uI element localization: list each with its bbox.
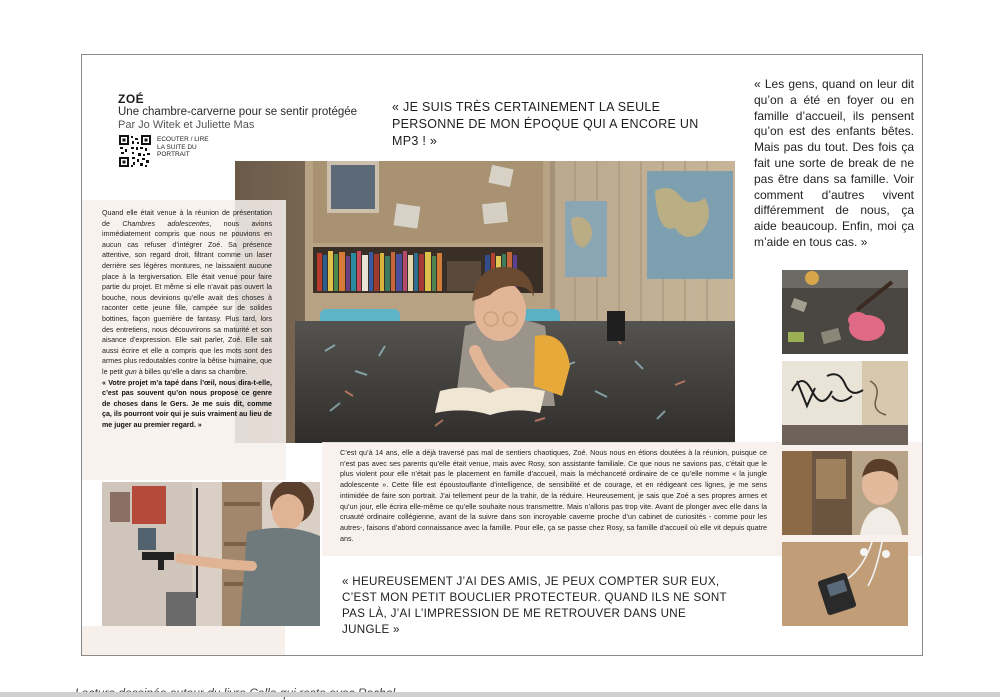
intro-text-emphasis: gun — [124, 367, 137, 376]
thumbnail-floor-guitar — [782, 270, 908, 354]
qr-label-line: PORTRAIT — [157, 151, 190, 158]
intro-quote: « Votre projet m’a tapé dans l’œil, nous dira-t-elle, c’est pas souvent qu’on nous propose ce genre de choses dans le Gers. Je me suis dit, comme ça, ils pourront voir qui je suis vraiment au lieu de me juger au premier regard. » — [102, 378, 272, 429]
intro-text-part: Quand elle était venue à la réunion de présentation de — [102, 209, 272, 228]
qr-label-line: ECOUTER / LIRE — [157, 136, 209, 143]
decorative-strip — [82, 626, 285, 656]
footer-divider — [0, 692, 1000, 697]
qr-label-line: LA SUITE DU — [157, 143, 197, 151]
qr-code-icon[interactable] — [118, 134, 152, 168]
pull-quote-line: C’EST MON PETIT BOUCLIER PROTECTEUR. QUAND ILS NE SONT — [342, 591, 727, 604]
thumbnail-mp3 — [782, 542, 908, 626]
thumbnail-drawings — [782, 361, 908, 445]
bedroom-photo — [235, 161, 735, 443]
thumbnail-portrait — [782, 451, 908, 535]
article-title: ZOÉ — [118, 92, 145, 106]
article-authors: Par Jo Witek et Juliette Mas — [118, 119, 255, 131]
girl-with-gun-photo — [102, 482, 320, 626]
article-subtitle: Une chambre-carverne pour se sentir protégée — [118, 106, 358, 118]
pull-quote-right: « Les gens, quand on leur dit qu’on a été en foyer ou en famille d’accueil, ils pensent qu’on est des enfants bêtes. Mais pas du tout. Des fois ça fait une sorte de break de ne pas être dans sa famille. Voir comment d’autres vivent différemment de nous, ça aide beaucoup. Enfin, moi ça m’aide en tous cas. » — [754, 77, 914, 249]
pull-quote-bottom — [342, 574, 732, 638]
qr-label — [157, 136, 217, 159]
intro-text-part: à billes qu’elle a dans sa chambre. — [136, 367, 248, 376]
magazine-spread — [81, 54, 923, 656]
pull-quote-line: « HEUREUSEMENT J’AI DES AMIS, JE PEUX COMPTER SUR EUX, — [342, 575, 720, 588]
body-text: C’est qu’à 14 ans, elle a déjà traversé pas mal de sentiers chaotiques, Zoé. Nous nous en étions doutées à la réunion, puisque ce n’est pas avec ses parents qu’elle était venue, mais avec Rosy, son assistante familiale. Ce que nous ne savions pas, c’était que le plus violent pour elle n’était pas le placement en famille d’accueil, mais la méchanceté ordinaire de ce qu’elle nomme « la jungle adolescente ». Cette fille est époustouflante d’intelligence, de sensibilité et de courage, et en rédigeant ces lignes, je me sens intimidée de faire son portrait. J’ai tellement peur de la trahir, de la réduire. Heureusement, je sais que Zoé a ses propres armes et qu’un jour, elle écrira elle-même ce qu’elle souhaite nous transmettre. Mais n’allons pas trop vite. Avant de plonger avec elle dans la cruauté ordinaire collégienne, avant de la suivre dans son incroyable caverne proche d’un cabinet de curiosités - comme pour les autres-, faisons d’abord connaissance avec la famille. Pour elle, ça se passe chez Rosy, sa famille d’accueil où elle vit depuis quatre ans. — [340, 448, 767, 543]
pull-quote-line: PAS LÀ, J’AI L’IMPRESSION DE ME RETROUVER DANS UNE JUNGLE » — [342, 607, 686, 636]
intro-text-part: , nous avions immédiatement compris que nous ne pouvions en aucun cas refuser d’intégrer Zoé. Sa présence attentive, son regard droit, filtrant comme un laser derrière ses légères montures, ne laissaient aucune place à la tergiversation. Elle était venue pour faire partie du projet. Et même si elle n’avait pas ouvert la bouche, nous devinions qu’elle avait des choses à raconter cette jeune fille, campée sur de solides bottines, façon guerrière de fantasy. Plus tard, lors des entretiens, nous découvrirons sa maturité et son aisance d’expression. Elle sait parler, Zoé. Elle sait aussi écrire et elle a compris que les mots sont des armes plus redoutables contre la bêtise humaine, que le petit — [102, 219, 272, 376]
intro-text — [102, 208, 272, 430]
intro-text-emphasis: Chambres adolescentes — [122, 219, 210, 228]
pull-quote-top: « JE SUIS TRÈS CERTAINEMENT LA SEULE PERSONNE DE MON ÉPOQUE QUI A ENCORE UN MP3 ! » — [392, 100, 699, 148]
